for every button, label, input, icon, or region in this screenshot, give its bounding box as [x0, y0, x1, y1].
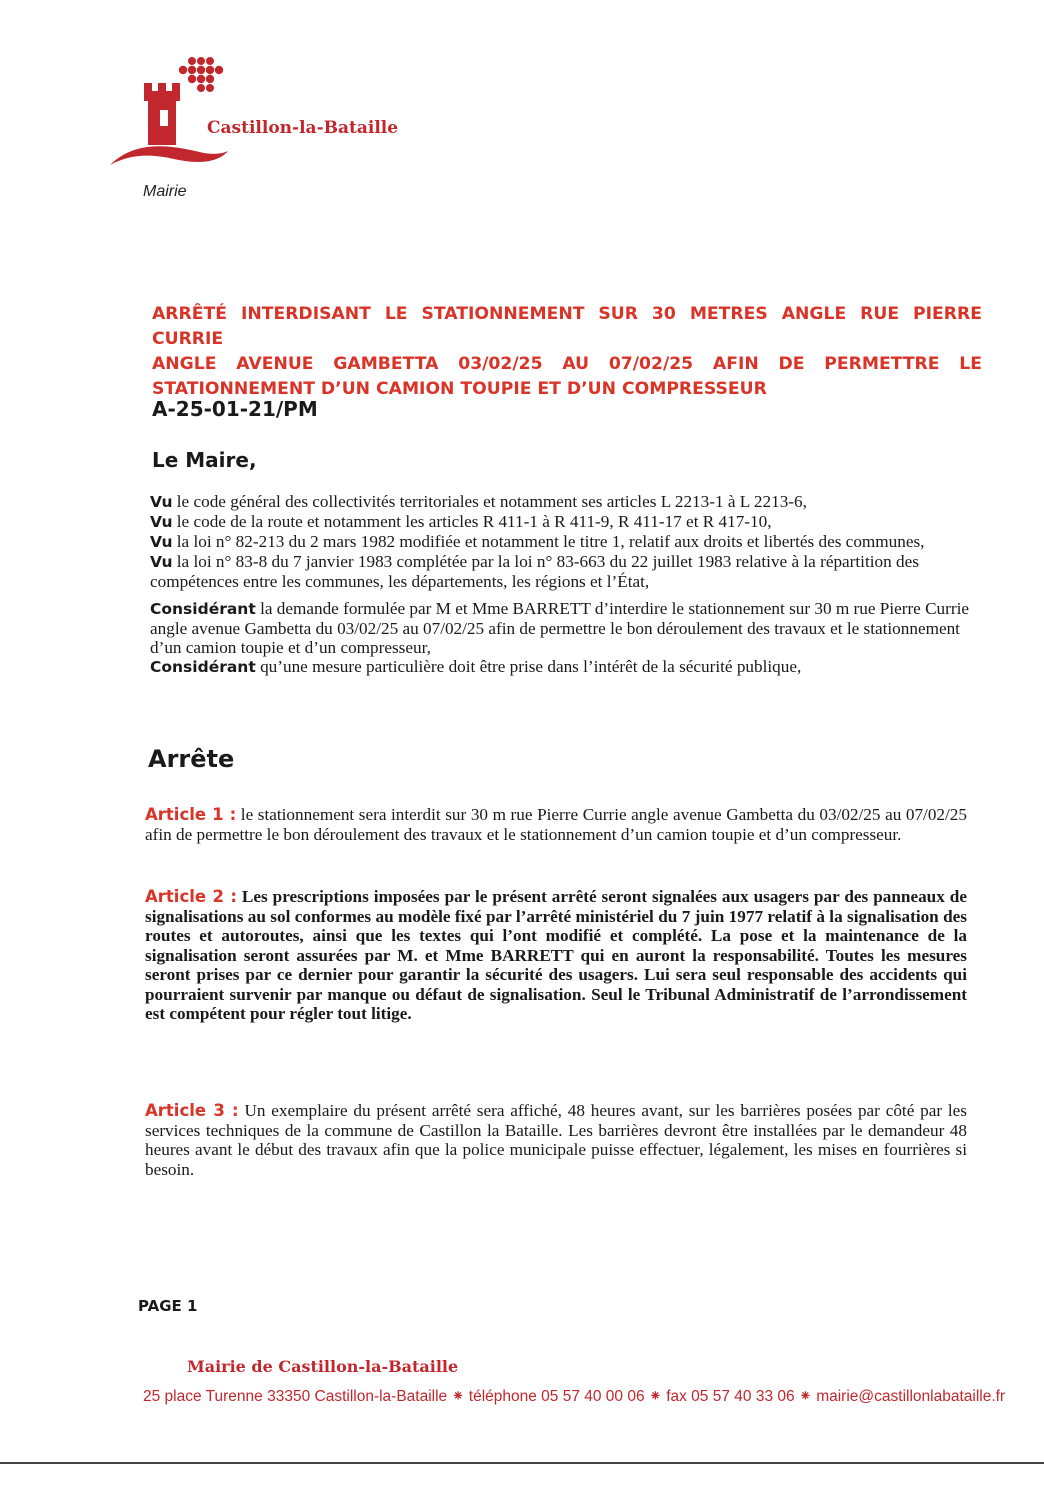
page-number: PAGE 1: [138, 1297, 198, 1315]
title-line: STATIONNEMENT D’UN CAMION TOUPIE ET D’UN COMPRESSEUR: [152, 379, 767, 399]
footer-name: Mairie de Castillon-la-Bataille: [187, 1357, 459, 1376]
vu-clause: Vu le code de la route et notamment les articles R 411-1 à R 411-9, R 411-17 et R 417-10,: [150, 512, 772, 531]
article-text: Les prescriptions imposées par le présent arrêté seront signalées aux usagers par des panneaux de signalisations au sol conformes au modèle fixé par l’arrêté ministériel du 7 juin 1977 relatif à la signalisation des routes et autoroutes, ainsi que les textes qui l’ont modifié et complété. La pose et la maintenance de la signalisation seront assurées par M. et Mme BARRETT qui en auront la responsabilité. Toutes les mesures seront prises par ce dernier pour garantir la sécurité des usagers. Lui sera seul responsable des accidents qui pourraient survenir par manque ou défaut de signalisation. Seul le Tribunal Administratif de l’arrondissement est compétent pour régler tout litige.: [145, 887, 967, 1023]
article-3: [145, 1101, 967, 1179]
considerant-clause: Considérant la demande formulée par M et Mme BARRETT d’interdire le stationnement sur 30 m rue Pierre Currie angle avenue Gambetta du 03/02/25 au 07/02/25 afin de permettre le bon déroulement des travaux et le stationnement d’un camion toupie et d’un compresseur,: [150, 599, 970, 657]
greeting: Le Maire,: [152, 448, 257, 472]
bottom-rule: [0, 1462, 1044, 1464]
article-label: Article 2 :: [145, 887, 237, 906]
reference-number: A-25-01-21/PM: [152, 397, 318, 421]
article-label: Article 1 :: [145, 805, 237, 824]
title-line: ARRÊTÉ INTERDISANT LE STATIONNEMENT SUR 30 METRES ANGLE RUE PIERRE CURRIE: [152, 304, 982, 349]
footer-address: 25 place Turenne 33350 Castillon-la-Bataille ⁕ téléphone 05 57 40 00 06 ⁕ fax 05 57 40 33 06 ⁕ mairie@castillonlabataille.fr: [143, 1388, 1006, 1405]
arrete-heading: Arrête: [148, 745, 235, 773]
castle-tower-icon: [144, 83, 180, 145]
document-title: [152, 302, 982, 402]
brand-name: Castillon-la-Bataille: [207, 118, 399, 138]
vu-clause: Vu le code général des collectivités territoriales et notamment ses articles L 2213-1 à L 2213-6,: [150, 492, 807, 511]
river-swoosh-icon: [110, 146, 228, 165]
mairie-tag: Mairie: [143, 183, 187, 200]
title-line: ANGLE AVENUE GAMBETTA 03/02/25 AU 07/02/25 AFIN DE PERMETTRE LE: [152, 354, 982, 374]
considerant-clause: Considérant qu’une mesure particulière doit être prise dans l’intérêt de la sécurité publique,: [150, 657, 802, 676]
article-1: [145, 805, 967, 844]
grapes-icon: [179, 57, 223, 92]
article-text: Un exemplaire du présent arrêté sera affiché, 48 heures avant, sur les barrières posées par côté par les services techniques de la commune de Castillon la Bataille. Les barrières devront être installées par le demandeur 48 heures avant le début des travaux afin que la police municipale puisse effectuer, légalement, les mises en fourrières si besoin.: [145, 1101, 967, 1179]
article-text: le stationnement sera interdit sur 30 m rue Pierre Currie angle avenue Gambetta du 03/02/25 au 07/02/25 afin de permettre le bon déroulement des travaux et le stationnement d’un camion toupie et d’un compresseur.: [145, 805, 967, 844]
vu-clause: Vu la loi n° 82-213 du 2 mars 1982 modifiée et notamment le titre 1, relatif aux droits et libertés des communes,: [150, 532, 925, 551]
vu-clause: Vu la loi n° 83-8 du 7 janvier 1983 complétée par la loi n° 83-663 du 22 juillet 1983 relative à la répartition des compétences entre les communes, les départements, les régions et l’État,: [150, 552, 919, 591]
preamble: [150, 492, 970, 677]
article-2: [145, 887, 967, 1024]
article-label: Article 3 :: [145, 1101, 239, 1120]
